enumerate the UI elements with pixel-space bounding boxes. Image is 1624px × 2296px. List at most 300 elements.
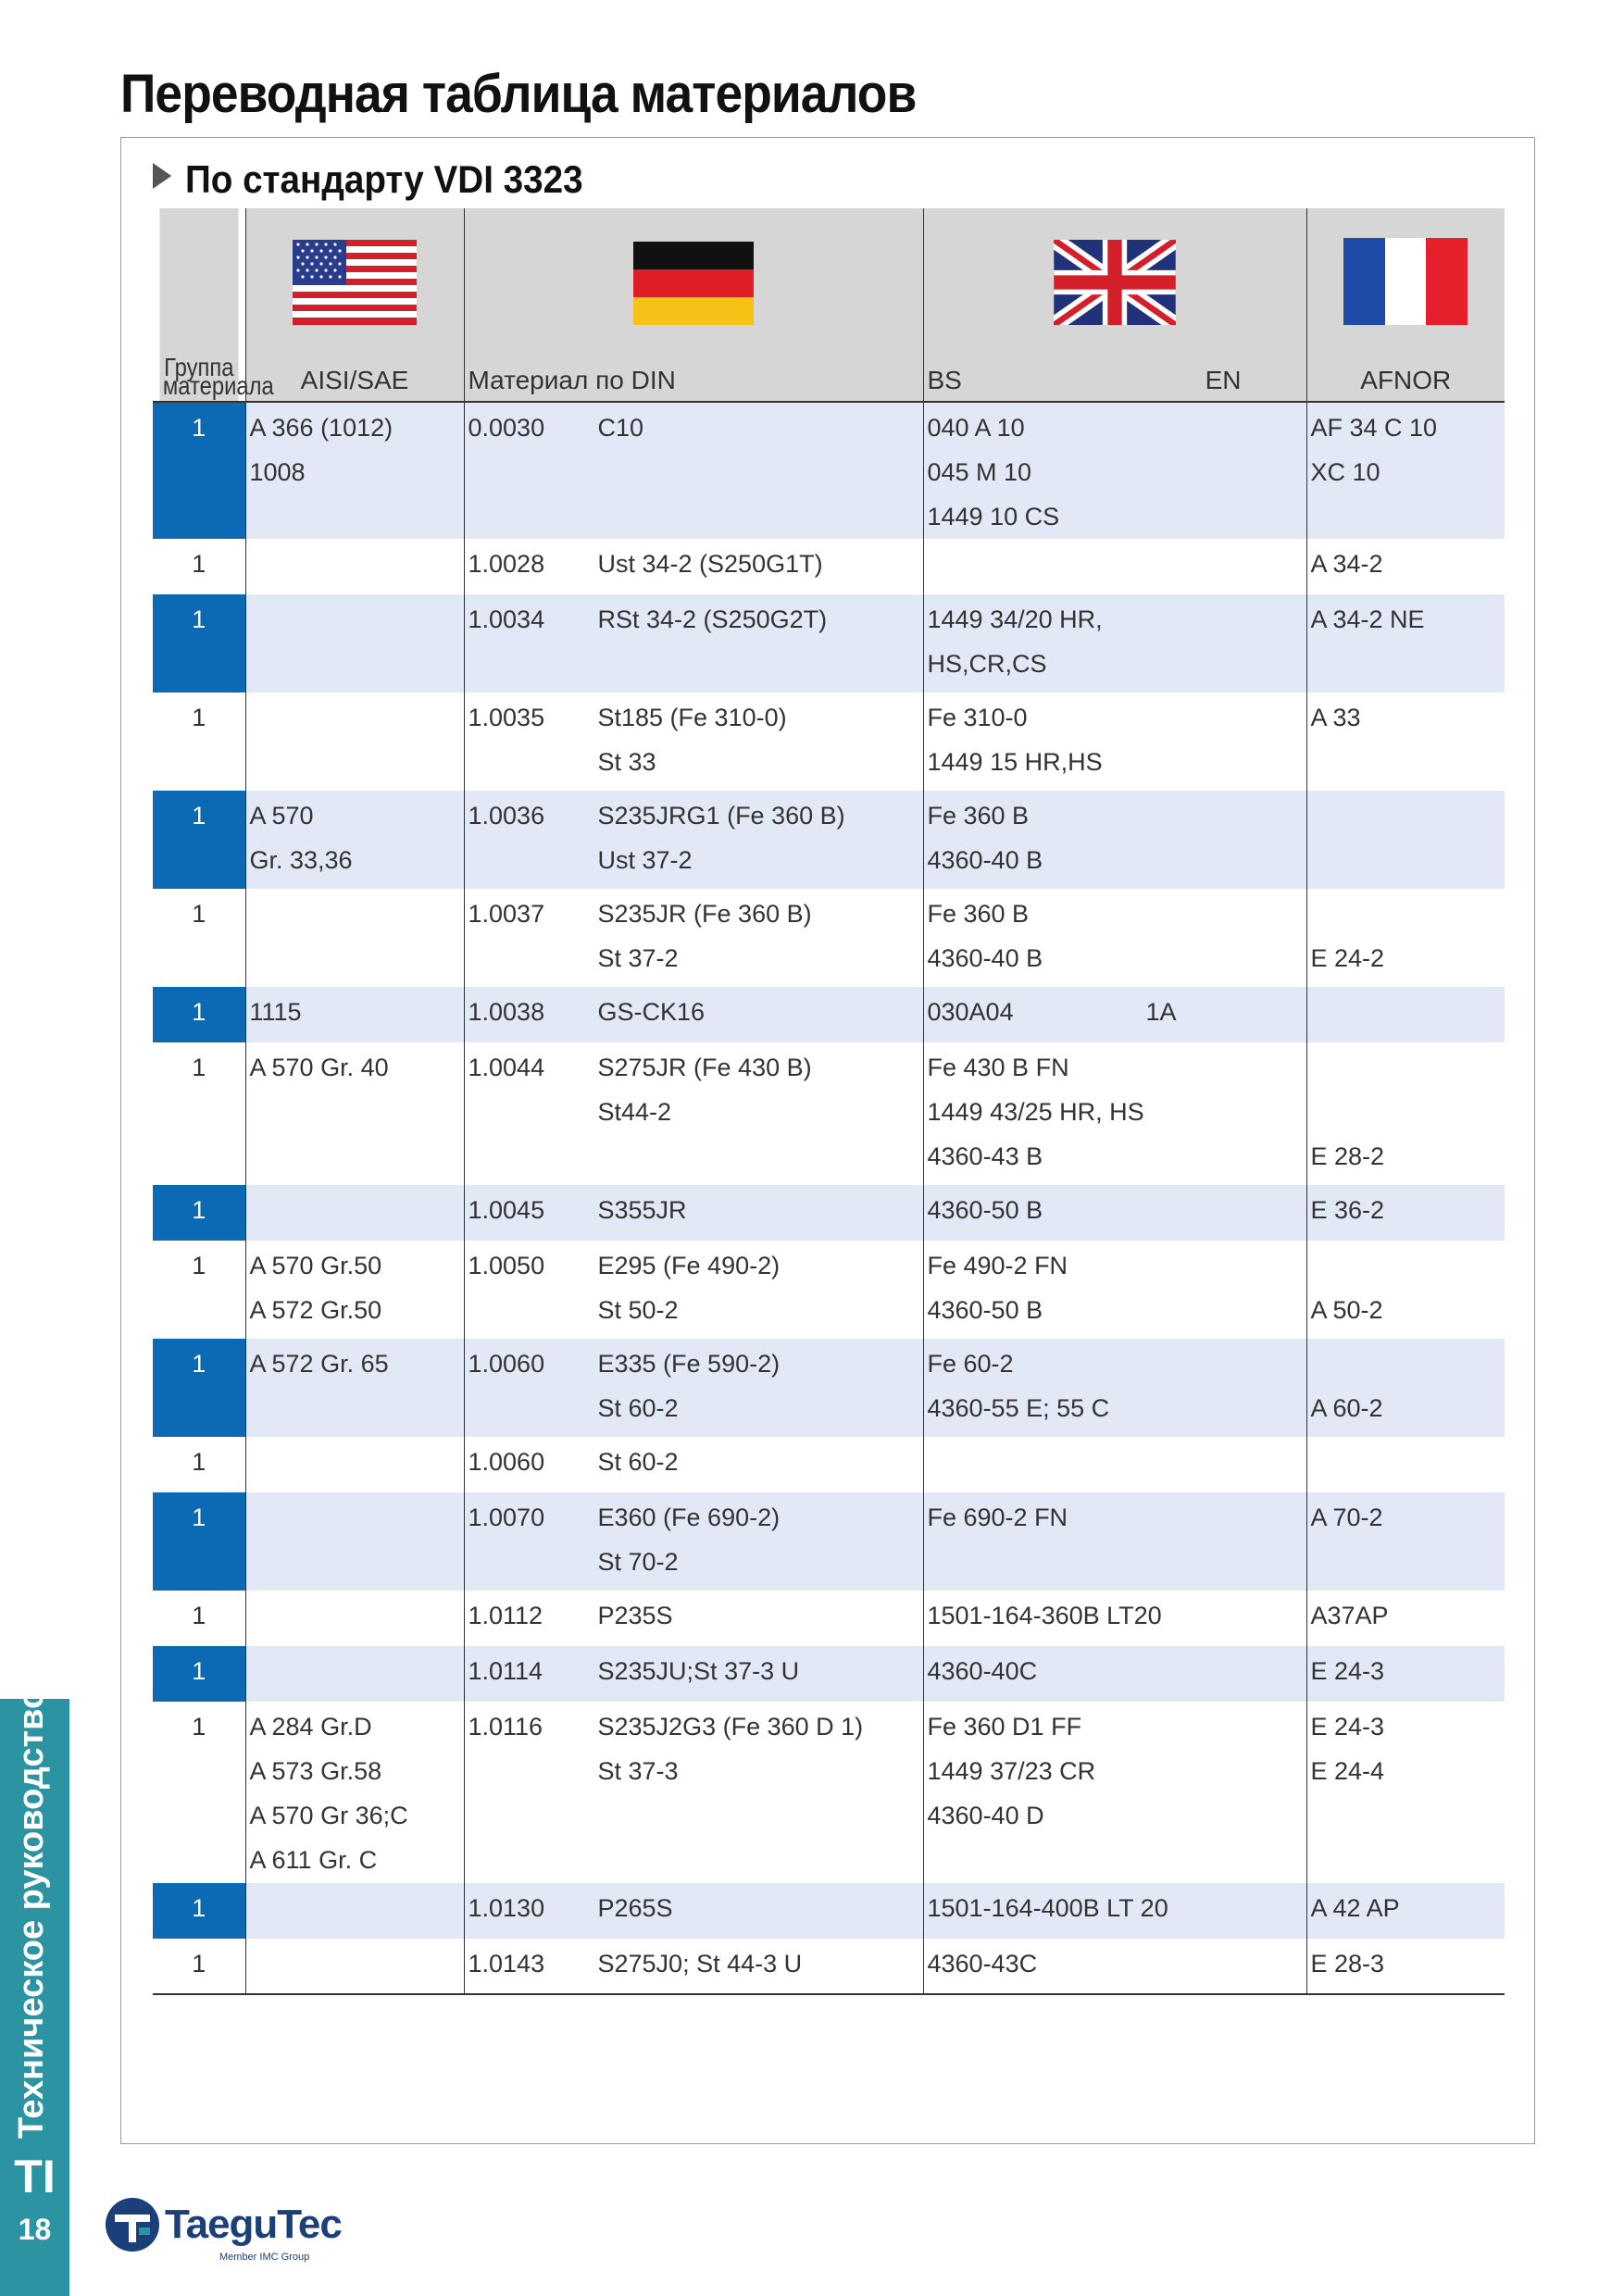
aisi-cell [245, 539, 464, 594]
table-row [153, 791, 1505, 889]
din-designation [598, 1593, 919, 1638]
bs-line [928, 1134, 1303, 1179]
din-number: 1.0050 [468, 1252, 545, 1279]
din-number: 1.0045 [468, 1196, 545, 1224]
afnor-cell-line: E 24-2 [1310, 944, 1385, 972]
table-row [153, 1437, 1505, 1492]
din-designation [598, 1886, 919, 1930]
afnor-cell-line: E 28-2 [1310, 1142, 1385, 1170]
afnor-cell-line [1311, 1045, 1502, 1090]
bs-line [928, 892, 1303, 936]
aisi-cell-line: A 570 Gr. 40 [249, 1054, 389, 1081]
bs-value: Fe 360 D1 FF [927, 1713, 1082, 1741]
bs-cell [923, 1241, 1306, 1339]
group-cell-line: 1 [192, 1054, 206, 1081]
uk-flag-icon [1054, 240, 1176, 325]
bs-value: Fe 490-2 FN [927, 1252, 1068, 1279]
din-designation [598, 1188, 919, 1232]
group-cell-line: 1 [192, 802, 206, 830]
table-row [153, 1492, 1505, 1591]
header-afnor [1306, 208, 1505, 402]
header-aisi-label: AISI/SAE [300, 366, 409, 394]
afnor-cell-line [1311, 892, 1502, 936]
aisi-cell [245, 791, 464, 889]
bs-value [928, 1440, 1146, 1484]
bs-cell [923, 693, 1306, 791]
group-cell [153, 987, 245, 1042]
header-din-label: Материал по DIN [468, 366, 676, 394]
din-number: 1.0060 [468, 1350, 545, 1378]
bs-value: 4360-43 B [927, 1142, 1043, 1170]
afnor-cell-line [1311, 793, 1502, 838]
din-designation-line: St185 (Fe 310-0) [597, 704, 787, 731]
aisi-cell-line: A 570 Gr.50 [249, 1252, 382, 1279]
bs-value: 4360-40 B [927, 846, 1043, 874]
group-cell-line: 1 [192, 1350, 206, 1378]
bs-value: 1501-164-400B LT 20 [927, 1894, 1168, 1922]
table-row [153, 539, 1505, 594]
din-designation-line: C10 [597, 414, 644, 442]
group-cell-line: 1 [192, 998, 206, 1026]
din-designation [598, 990, 919, 1034]
aisi-cell-line: A 572 Gr.50 [249, 1296, 382, 1324]
afnor-cell-line: A 70-2 [1310, 1504, 1383, 1531]
header-group [160, 208, 274, 402]
bs-line [928, 1386, 1303, 1430]
din-number: 1.0114 [468, 1657, 543, 1685]
afnor-cell [1306, 539, 1505, 594]
din-wrap [468, 1593, 919, 1638]
table-row [153, 1939, 1505, 1994]
table-row [153, 1646, 1505, 1702]
din-cell [464, 1646, 923, 1702]
din-designation-line: E295 (Fe 490-2) [597, 1252, 781, 1279]
din-designation-line: St 60-2 [597, 1448, 679, 1476]
afnor-cell-line: E 24-3 [1310, 1657, 1385, 1685]
afnor-cell [1306, 1492, 1505, 1591]
afnor-cell [1306, 1437, 1505, 1492]
bs-value: Fe 60-2 [927, 1350, 1014, 1378]
bs-cell [923, 594, 1306, 693]
din-cell [464, 1492, 923, 1591]
bs-line [928, 1495, 1303, 1540]
din-designation [598, 793, 919, 882]
din-designation-line: S235JU;St 37-3 U [597, 1657, 800, 1685]
group-cell [153, 1492, 245, 1591]
aisi-cell [245, 1702, 464, 1883]
din-wrap [468, 793, 919, 882]
din-designation [598, 1045, 919, 1134]
aisi-cell [245, 1339, 464, 1437]
aisi-cell-line [250, 1440, 460, 1484]
aisi-cell [245, 1591, 464, 1646]
din-number: 1.0044 [468, 1054, 545, 1081]
aisi-cell-line: A 573 Gr.58 [249, 1757, 382, 1785]
bs-value: 040 A 10 [927, 414, 1025, 442]
din-number: 1.0028 [468, 550, 545, 578]
group-cell-line: 1 [192, 1602, 206, 1629]
din-designation-line: S235JR (Fe 360 B) [597, 900, 812, 928]
section-subtitle [153, 157, 583, 202]
bs-value: Fe 690-2 FN [927, 1504, 1068, 1531]
bs-value: 4360-40 D [927, 1802, 1044, 1829]
bs-line [928, 1243, 1303, 1288]
bs-line [928, 1793, 1303, 1838]
header-bs-en-labels [928, 366, 1303, 395]
group-cell [153, 402, 245, 539]
din-wrap [468, 1495, 919, 1584]
aisi-cell-line [250, 597, 460, 642]
aisi-cell [245, 1492, 464, 1591]
bs-line [928, 1704, 1303, 1749]
bs-line [928, 1886, 1303, 1930]
header-group-label: Группа материала [162, 353, 274, 400]
din-designation-line: St 60-2 [597, 1394, 679, 1422]
group-cell-line: 1 [192, 1504, 206, 1531]
din-wrap [468, 990, 919, 1034]
din-designation [598, 542, 919, 586]
din-number: 1.0036 [468, 802, 545, 830]
bs-value: 1449 10 CS [927, 503, 1060, 530]
taegutec-logo [104, 2196, 342, 2263]
bs-line [928, 990, 1303, 1034]
din-designation-line: Ust 37-2 [597, 846, 693, 874]
bs-line [928, 1749, 1303, 1793]
en-value: 1A [1145, 998, 1177, 1026]
bs-line [928, 1593, 1303, 1638]
france-flag-icon [1343, 238, 1468, 325]
header-bs-label: BS [927, 366, 962, 394]
bs-cell [923, 1591, 1306, 1646]
afnor-cell-line [1311, 1243, 1502, 1288]
afnor-cell-line: A37AP [1310, 1602, 1389, 1629]
afnor-cell-line: A 42 AP [1310, 1894, 1400, 1922]
bs-line [928, 695, 1303, 740]
header-bs-en [923, 208, 1306, 402]
page-number: 18 [18, 2213, 52, 2246]
din-wrap [468, 1704, 919, 1793]
bs-value: 1501-164-360B LT20 [927, 1602, 1162, 1629]
group-cell [153, 1437, 245, 1492]
din-cell [464, 1042, 923, 1185]
bs-cell [923, 889, 1306, 987]
group-cell-line: 1 [192, 605, 206, 633]
din-designation-line: RSt 34-2 (S250G2T) [597, 605, 828, 633]
table-row [153, 1591, 1505, 1646]
afnor-cell [1306, 1939, 1505, 1994]
aisi-cell-line [250, 1886, 460, 1930]
din-designation [598, 1243, 919, 1332]
afnor-cell [1306, 1339, 1505, 1437]
din-designation-line: E360 (Fe 690-2) [597, 1504, 781, 1531]
header-afnor-label: AFNOR [1360, 366, 1452, 394]
afnor-cell [1306, 1646, 1505, 1702]
din-wrap [468, 695, 919, 784]
taegutec-logo-icon [104, 2196, 161, 2253]
bs-line [928, 542, 1303, 586]
afnor-cell [1306, 1241, 1505, 1339]
din-wrap [468, 1045, 919, 1134]
group-cell [153, 1883, 245, 1939]
din-designation-line: St44-2 [597, 1098, 672, 1126]
aisi-cell-line [250, 1188, 460, 1232]
din-wrap [468, 1188, 919, 1232]
din-designation-line: S355JR [597, 1196, 687, 1224]
aisi-cell-line: A 611 Gr. C [249, 1846, 378, 1874]
bs-value: 1449 37/23 CR [927, 1757, 1096, 1785]
aisi-cell-line: Gr. 33,36 [249, 846, 353, 874]
afnor-cell-line: A 50-2 [1310, 1296, 1383, 1324]
afnor-cell [1306, 889, 1505, 987]
din-number: 1.0035 [468, 704, 545, 731]
aisi-cell-line [250, 1593, 460, 1638]
afnor-cell-line [1311, 1440, 1502, 1484]
bs-line [928, 406, 1303, 450]
group-cell [153, 1646, 245, 1702]
afnor-cell-line [1311, 1341, 1502, 1386]
din-number: 1.0130 [468, 1894, 545, 1922]
aisi-cell [245, 1241, 464, 1339]
bs-cell [923, 1339, 1306, 1437]
table-row [153, 1702, 1505, 1883]
din-cell [464, 1241, 923, 1339]
group-cell-line: 1 [192, 1657, 206, 1685]
bs-value: 1449 43/25 HR, HS [927, 1098, 1144, 1126]
aisi-cell-line: A 570 [249, 802, 314, 830]
aisi-cell-line: A 570 Gr 36;C [249, 1802, 408, 1829]
din-designation-line: Ust 34-2 (S250G1T) [597, 550, 823, 578]
din-cell [464, 1437, 923, 1492]
table-row [153, 1042, 1505, 1185]
aisi-cell [245, 594, 464, 693]
afnor-cell [1306, 1591, 1505, 1646]
bs-value [928, 542, 1146, 586]
group-cell-line: 1 [192, 1448, 206, 1476]
aisi-cell [245, 987, 464, 1042]
header-en-label: EN [1205, 366, 1242, 394]
din-designation-line: P265S [597, 1894, 673, 1922]
side-tab-label: Техническое руководство [12, 1687, 51, 2139]
din-designation-line: S235JRG1 (Fe 360 B) [597, 802, 845, 830]
bs-line [928, 597, 1303, 642]
bs-cell [923, 987, 1306, 1042]
din-designation-line: E335 (Fe 590-2) [597, 1350, 781, 1378]
bs-line [928, 838, 1303, 882]
group-cell [153, 1339, 245, 1437]
afnor-cell [1306, 1702, 1505, 1883]
bs-value: 030A04 [927, 998, 1014, 1026]
table-body [153, 402, 1505, 1994]
din-wrap [468, 1941, 919, 1986]
aisi-cell-line [250, 542, 460, 586]
din-wrap [468, 892, 919, 980]
bs-value: 4360-55 E; 55 C [927, 1394, 1110, 1422]
din-designation [598, 1495, 919, 1584]
afnor-cell [1306, 594, 1505, 693]
table-row [153, 594, 1505, 693]
aisi-cell-line: A 366 (1012) [249, 414, 394, 442]
aisi-cell [245, 1185, 464, 1241]
bs-line [928, 1288, 1303, 1332]
group-cell-line: 1 [192, 1252, 206, 1279]
din-designation-line: St 37-2 [597, 944, 679, 972]
din-wrap [468, 542, 919, 586]
afnor-cell-line [1311, 990, 1502, 1034]
din-designation [598, 1440, 919, 1484]
din-wrap [468, 1243, 919, 1332]
din-wrap [468, 1440, 919, 1484]
din-cell [464, 539, 923, 594]
din-wrap [468, 1886, 919, 1930]
din-designation-line: S275JR (Fe 430 B) [597, 1054, 812, 1081]
bs-line [928, 740, 1303, 784]
group-cell [153, 791, 245, 889]
din-designation-line: S235J2G3 (Fe 360 D 1) [597, 1713, 864, 1741]
table-row [153, 1241, 1505, 1339]
bs-cell [923, 1702, 1306, 1883]
afnor-cell-line: XC 10 [1310, 458, 1380, 486]
bs-value: 4360-40C [927, 1657, 1038, 1685]
afnor-cell [1306, 791, 1505, 889]
aisi-cell-line [250, 1941, 460, 1986]
group-cell [153, 1591, 245, 1646]
din-designation-line: GS-CK16 [597, 998, 706, 1026]
aisi-cell-line [250, 1649, 460, 1693]
bs-value: Fe 360 B [927, 802, 1030, 830]
group-cell-line: 1 [192, 900, 206, 928]
din-cell [464, 1702, 923, 1883]
page-title: Переводная таблица материалов [120, 64, 917, 124]
bs-value: 4360-50 B [927, 1196, 1043, 1224]
bs-value: 4360-50 B [927, 1296, 1043, 1324]
aisi-cell [245, 889, 464, 987]
din-number: 1.0116 [468, 1713, 543, 1741]
din-wrap [468, 1341, 919, 1430]
aisi-cell-line [250, 695, 460, 740]
bs-value: Fe 360 B [927, 900, 1030, 928]
us-flag-icon [293, 240, 417, 325]
bs-line [928, 450, 1303, 494]
bs-line [928, 793, 1303, 838]
bs-line [928, 642, 1303, 686]
bs-cell [923, 1883, 1306, 1939]
bs-line [928, 1440, 1303, 1484]
bs-line [928, 1341, 1303, 1386]
aisi-cell-line: A 284 Gr.D [249, 1713, 372, 1741]
aisi-cell-line: 1008 [249, 458, 306, 486]
group-cell [153, 1185, 245, 1241]
din-wrap [468, 1649, 919, 1693]
materials-table [153, 208, 1505, 1995]
subtitle-text: По стандарту VDI 3323 [184, 157, 583, 201]
din-number: 1.0070 [468, 1504, 545, 1531]
din-designation [598, 1649, 919, 1693]
aisi-cell-line [250, 892, 460, 936]
afnor-cell-line: A 33 [1310, 704, 1361, 731]
bs-value: HS,CR,CS [927, 650, 1047, 678]
group-cell-line: 1 [192, 1713, 206, 1741]
din-cell [464, 594, 923, 693]
table-row [153, 889, 1505, 987]
group-cell [153, 693, 245, 791]
din-designation-line: P235S [597, 1602, 673, 1629]
din-designation [598, 1941, 919, 1986]
bs-value: Fe 430 B FN [927, 1054, 1069, 1081]
group-cell [153, 594, 245, 693]
afnor-cell [1306, 402, 1505, 539]
din-designation [598, 1341, 919, 1430]
afnor-cell-line: AF 34 C 10 [1310, 414, 1438, 442]
afnor-cell [1306, 1883, 1505, 1939]
aisi-cell [245, 1883, 464, 1939]
aisi-cell [245, 1437, 464, 1492]
din-number: 1.0060 [468, 1448, 545, 1476]
triangle-bullet-icon [153, 163, 171, 189]
bs-cell [923, 1939, 1306, 1994]
din-designation-line: St 37-3 [597, 1757, 679, 1785]
aisi-cell-line [250, 1495, 460, 1540]
header-aisi [245, 208, 464, 402]
bs-value: 045 M 10 [927, 458, 1032, 486]
din-designation-line: St 70-2 [597, 1548, 679, 1576]
bs-value: 4360-40 B [927, 944, 1043, 972]
din-cell [464, 791, 923, 889]
din-number: 1.0034 [468, 605, 545, 633]
afnor-cell-line: E 28-3 [1310, 1950, 1385, 1978]
din-number: 1.0037 [468, 900, 545, 928]
bs-value: Fe 310-0 [927, 704, 1028, 731]
group-cell-line: 1 [192, 1894, 206, 1922]
bs-line [928, 1188, 1303, 1232]
logo-wordmark: TaeguTec [165, 2202, 342, 2247]
din-cell [464, 1591, 923, 1646]
group-cell [153, 889, 245, 987]
bs-cell [923, 1042, 1306, 1185]
aisi-cell [245, 402, 464, 539]
group-cell [153, 1939, 245, 1994]
bs-line [928, 936, 1303, 980]
afnor-cell-line: E 24-4 [1310, 1757, 1385, 1785]
bs-value: 1449 34/20 HR, [927, 605, 1103, 633]
section-code: TI [14, 2151, 56, 2202]
group-cell [153, 1702, 245, 1883]
din-wrap [468, 597, 919, 642]
group-cell-line: 1 [192, 414, 206, 442]
table-row [153, 402, 1505, 539]
din-designation [598, 695, 919, 784]
bs-line [928, 494, 1303, 539]
din-number: 1.0112 [468, 1602, 543, 1629]
din-cell [464, 1939, 923, 1994]
bs-cell [923, 1437, 1306, 1492]
afnor-cell-line: A 34-2 [1310, 550, 1383, 578]
group-cell [153, 1241, 245, 1339]
aisi-cell [245, 1042, 464, 1185]
afnor-cell [1306, 987, 1505, 1042]
bs-cell [923, 1646, 1306, 1702]
bs-cell [923, 402, 1306, 539]
din-number: 1.0143 [468, 1950, 545, 1978]
bs-line [928, 1941, 1303, 1986]
table-row [153, 693, 1505, 791]
din-number: 0.0030 [468, 414, 545, 442]
din-cell [464, 889, 923, 987]
din-cell [464, 402, 923, 539]
afnor-cell-line: A 60-2 [1310, 1394, 1383, 1422]
din-cell [464, 1339, 923, 1437]
afnor-cell-line [1311, 1090, 1502, 1134]
din-designation [598, 597, 919, 642]
